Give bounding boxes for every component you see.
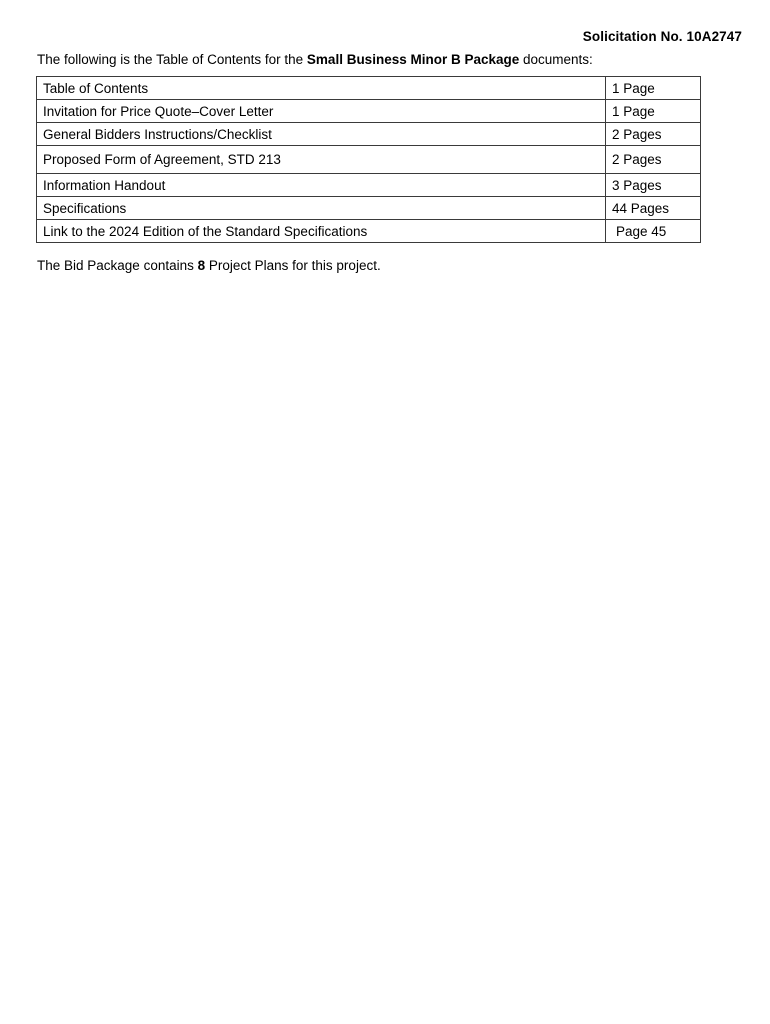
footer-suffix: Project Plans for this project.	[205, 258, 381, 273]
toc-pages: 1 Page	[606, 100, 701, 123]
toc-title: Invitation for Price Quote–Cover Letter	[37, 100, 606, 123]
intro-text	[37, 52, 593, 67]
table-row	[37, 100, 701, 123]
package-name: Small Business Minor B Package	[306, 52, 520, 67]
toc-pages: 3 Pages	[606, 174, 701, 197]
intro-prefix: The following is the Table of Contents for the	[37, 52, 307, 67]
intro-suffix: documents:	[519, 52, 593, 67]
table-row	[37, 146, 701, 174]
table-row	[37, 220, 701, 243]
toc-title: Information Handout	[37, 174, 606, 197]
project-plans-note	[37, 258, 381, 273]
toc-title: Proposed Form of Agreement, STD 213	[37, 146, 606, 174]
toc-pages: 1 Page	[606, 77, 701, 100]
toc-pages: 2 Pages	[606, 123, 701, 146]
toc-title: General Bidders Instructions/Checklist	[37, 123, 606, 146]
toc-title: Table of Contents	[37, 77, 606, 100]
table-row	[37, 123, 701, 146]
table-row	[37, 197, 701, 220]
toc-pages: 2 Pages	[606, 146, 701, 174]
plans-count: 8	[197, 258, 206, 273]
toc-pages: Page 45	[606, 220, 701, 243]
table-row	[37, 174, 701, 197]
solicitation-number: Solicitation No. 10A2747	[582, 29, 742, 44]
footer-prefix: The Bid Package contains	[37, 258, 198, 273]
table-row	[37, 77, 701, 100]
table-of-contents	[36, 76, 701, 243]
toc-pages: 44 Pages	[606, 197, 701, 220]
toc-title-link[interactable]: Link to the 2024 Edition of the Standard Specifications	[37, 220, 606, 243]
toc-title: Specifications	[37, 197, 606, 220]
